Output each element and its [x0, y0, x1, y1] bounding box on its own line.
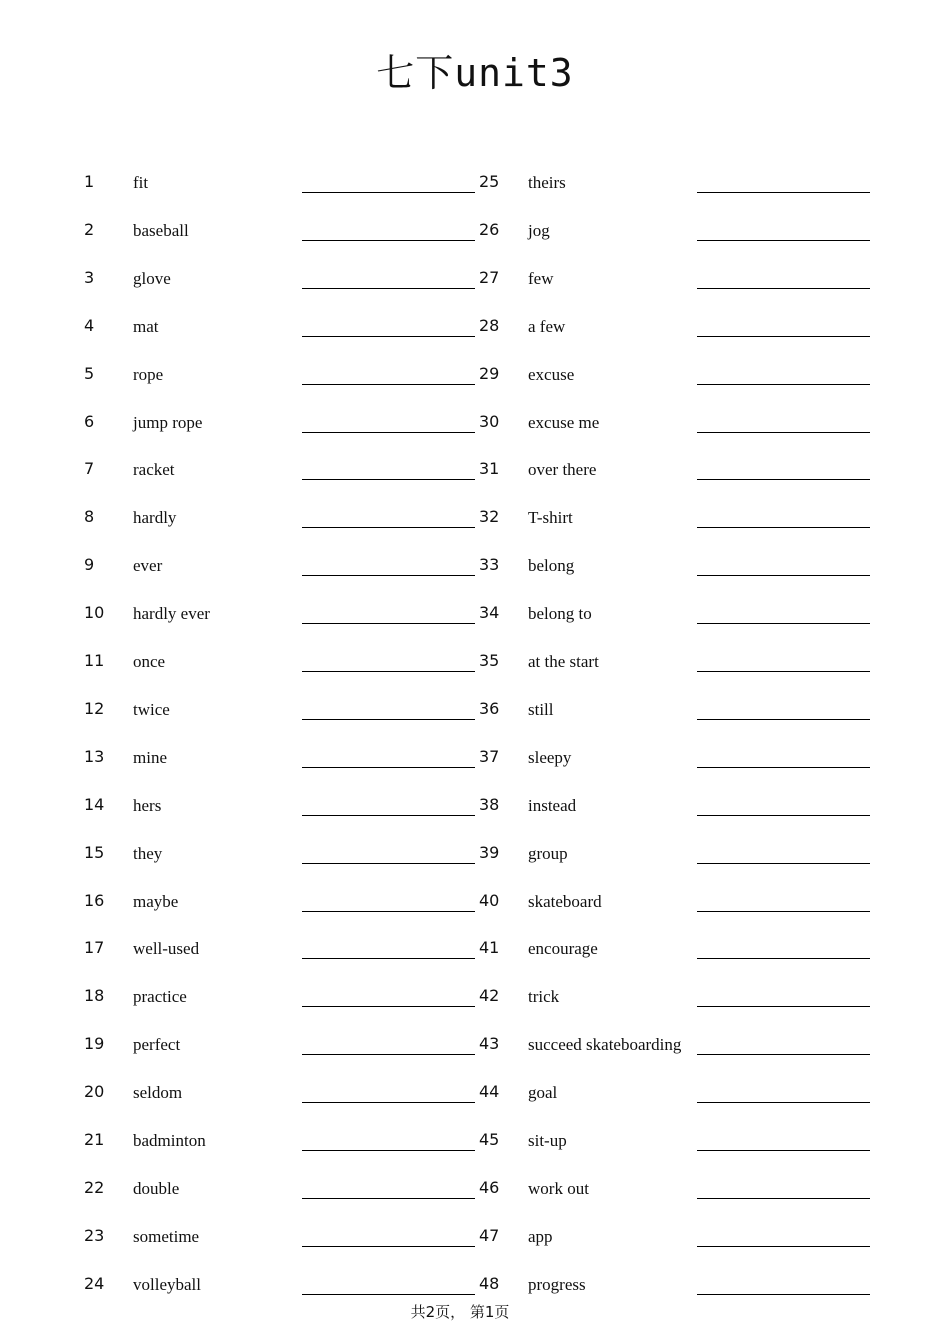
vocab-word: jump rope	[133, 413, 203, 432]
answer-blank-line[interactable]	[302, 1198, 475, 1199]
vocab-word: encourage	[528, 939, 598, 958]
item-number: 42	[479, 986, 500, 1005]
answer-blank-line[interactable]	[697, 958, 870, 959]
item-number: 30	[479, 412, 500, 431]
vocab-word: double	[133, 1179, 180, 1198]
vocab-word: ever	[133, 556, 163, 575]
vocab-word: work out	[528, 1179, 589, 1198]
page-title: 七下unit3	[376, 51, 574, 95]
item-number: 24	[84, 1274, 105, 1293]
item-number: 15	[84, 843, 105, 862]
vocab-word: progress	[528, 1275, 586, 1294]
answer-blank-line[interactable]	[302, 958, 475, 959]
item-number: 21	[84, 1130, 105, 1149]
vocab-word: goal	[528, 1083, 558, 1102]
item-number: 19	[84, 1034, 105, 1053]
item-number: 48	[479, 1274, 500, 1293]
answer-blank-line[interactable]	[302, 911, 475, 912]
vocab-word: a few	[528, 317, 566, 336]
answer-blank-line[interactable]	[302, 575, 475, 576]
answer-blank-line[interactable]	[302, 336, 475, 337]
answer-blank-line[interactable]	[697, 336, 870, 337]
answer-blank-line[interactable]	[697, 575, 870, 576]
answer-blank-line[interactable]	[697, 1198, 870, 1199]
vocab-word: at the start	[528, 652, 599, 671]
item-number: 10	[84, 603, 105, 622]
vocab-word: few	[528, 269, 554, 288]
item-number: 4	[84, 316, 95, 335]
item-number: 26	[479, 220, 500, 239]
vocab-word: hers	[133, 796, 162, 815]
item-number: 38	[479, 795, 500, 814]
page-footer: 共2页， 第1页	[410, 1303, 510, 1321]
item-number: 14	[84, 795, 105, 814]
vocab-word: skateboard	[528, 892, 602, 911]
vocab-word: racket	[133, 460, 175, 479]
answer-blank-line[interactable]	[697, 1006, 870, 1007]
vocab-word: over there	[528, 460, 597, 479]
item-number: 18	[84, 986, 105, 1005]
answer-blank-line[interactable]	[302, 240, 475, 241]
item-number: 8	[84, 507, 95, 526]
answer-blank-line[interactable]	[302, 527, 475, 528]
vocab-word: hardly	[133, 508, 177, 527]
answer-blank-line[interactable]	[697, 479, 870, 480]
item-number: 47	[479, 1226, 500, 1245]
item-number: 16	[84, 891, 105, 910]
item-number: 36	[479, 699, 500, 718]
item-number: 31	[479, 459, 500, 478]
item-number: 35	[479, 651, 500, 670]
answer-blank-line[interactable]	[302, 1054, 475, 1055]
vocab-word: T-shirt	[528, 508, 573, 527]
vocab-word: well-used	[133, 939, 200, 958]
vocab-word: still	[528, 700, 554, 719]
vocab-word: theirs	[528, 173, 566, 192]
answer-blank-line[interactable]	[697, 863, 870, 864]
vocab-word: seldom	[133, 1083, 183, 1102]
answer-blank-line[interactable]	[697, 384, 870, 385]
item-number: 40	[479, 891, 500, 910]
item-number: 43	[479, 1034, 500, 1053]
item-number: 2	[84, 220, 95, 239]
item-number: 45	[479, 1130, 500, 1149]
item-number: 7	[84, 459, 95, 478]
vocab-word: sleepy	[528, 748, 572, 767]
answer-blank-line[interactable]	[302, 479, 475, 480]
item-number: 3	[84, 268, 95, 287]
answer-blank-line[interactable]	[697, 192, 870, 193]
item-number: 46	[479, 1178, 500, 1197]
item-number: 9	[84, 555, 95, 574]
answer-blank-line[interactable]	[697, 1054, 870, 1055]
answer-blank-line[interactable]	[697, 432, 870, 433]
vocab-word: group	[528, 844, 568, 863]
item-number: 39	[479, 843, 500, 862]
item-number: 12	[84, 699, 105, 718]
vocab-word: volleyball	[133, 1275, 201, 1294]
answer-blank-line[interactable]	[302, 863, 475, 864]
item-number: 22	[84, 1178, 105, 1197]
item-number: 28	[479, 316, 500, 335]
item-number: 33	[479, 555, 500, 574]
vocab-word: they	[133, 844, 163, 863]
vocab-word: succeed skateboarding	[528, 1035, 682, 1054]
answer-blank-line[interactable]	[302, 1006, 475, 1007]
item-number: 34	[479, 603, 500, 622]
answer-blank-line[interactable]	[302, 192, 475, 193]
answer-blank-line[interactable]	[697, 623, 870, 624]
answer-blank-line[interactable]	[302, 1246, 475, 1247]
answer-blank-line[interactable]	[697, 815, 870, 816]
answer-blank-line[interactable]	[302, 384, 475, 385]
answer-blank-line[interactable]	[697, 1294, 870, 1295]
answer-blank-line[interactable]	[697, 671, 870, 672]
item-number: 1	[84, 172, 95, 191]
item-number: 25	[479, 172, 500, 191]
answer-blank-line[interactable]	[697, 288, 870, 289]
vocab-word: perfect	[133, 1035, 181, 1054]
vocab-word: app	[528, 1227, 553, 1246]
vocab-word: once	[133, 652, 166, 671]
answer-blank-line[interactable]	[302, 1102, 475, 1103]
answer-blank-line[interactable]	[302, 767, 475, 768]
vocab-word: mine	[133, 748, 167, 767]
answer-blank-line[interactable]	[302, 432, 475, 433]
vocab-word: belong	[528, 556, 575, 575]
vocab-word: fit	[133, 173, 149, 192]
item-number: 29	[479, 364, 500, 383]
vocab-word: practice	[133, 987, 187, 1006]
item-number: 17	[84, 938, 105, 957]
item-number: 44	[479, 1082, 500, 1101]
answer-blank-line[interactable]	[697, 527, 870, 528]
item-number: 11	[84, 651, 105, 670]
vocab-word: rope	[133, 365, 164, 384]
answer-blank-line[interactable]	[697, 911, 870, 912]
vocab-word: sometime	[133, 1227, 200, 1246]
answer-blank-line[interactable]	[697, 1150, 870, 1151]
item-number: 6	[84, 412, 95, 431]
item-number: 37	[479, 747, 500, 766]
item-number: 20	[84, 1082, 105, 1101]
answer-blank-line[interactable]	[697, 719, 870, 720]
vocab-word: jog	[528, 221, 550, 240]
item-number: 41	[479, 938, 500, 957]
answer-blank-line[interactable]	[302, 623, 475, 624]
answer-blank-line[interactable]	[302, 1150, 475, 1151]
vocab-word: mat	[133, 317, 159, 336]
answer-blank-line[interactable]	[697, 767, 870, 768]
vocab-word: baseball	[133, 221, 189, 240]
answer-blank-line[interactable]	[302, 719, 475, 720]
vocab-word: maybe	[133, 892, 179, 911]
item-number: 23	[84, 1226, 105, 1245]
vocab-word: twice	[133, 700, 170, 719]
answer-blank-line[interactable]	[302, 288, 475, 289]
vocab-word: trick	[528, 987, 560, 1006]
vocab-word: hardly ever	[133, 604, 210, 623]
vocab-word: excuse me	[528, 413, 600, 432]
item-number: 27	[479, 268, 500, 287]
item-number: 5	[84, 364, 95, 383]
answer-blank-line[interactable]	[302, 815, 475, 816]
answer-blank-line[interactable]	[697, 1102, 870, 1103]
vocab-word: excuse	[528, 365, 575, 384]
answer-blank-line[interactable]	[302, 671, 475, 672]
item-number: 32	[479, 507, 500, 526]
vocab-word: instead	[528, 796, 577, 815]
vocab-word: belong to	[528, 604, 592, 623]
answer-blank-line[interactable]	[697, 1246, 870, 1247]
answer-blank-line[interactable]	[302, 1294, 475, 1295]
vocab-word: badminton	[133, 1131, 206, 1150]
vocab-word: glove	[133, 269, 171, 288]
vocab-word: sit-up	[528, 1131, 567, 1150]
item-number: 13	[84, 747, 105, 766]
answer-blank-line[interactable]	[697, 240, 870, 241]
